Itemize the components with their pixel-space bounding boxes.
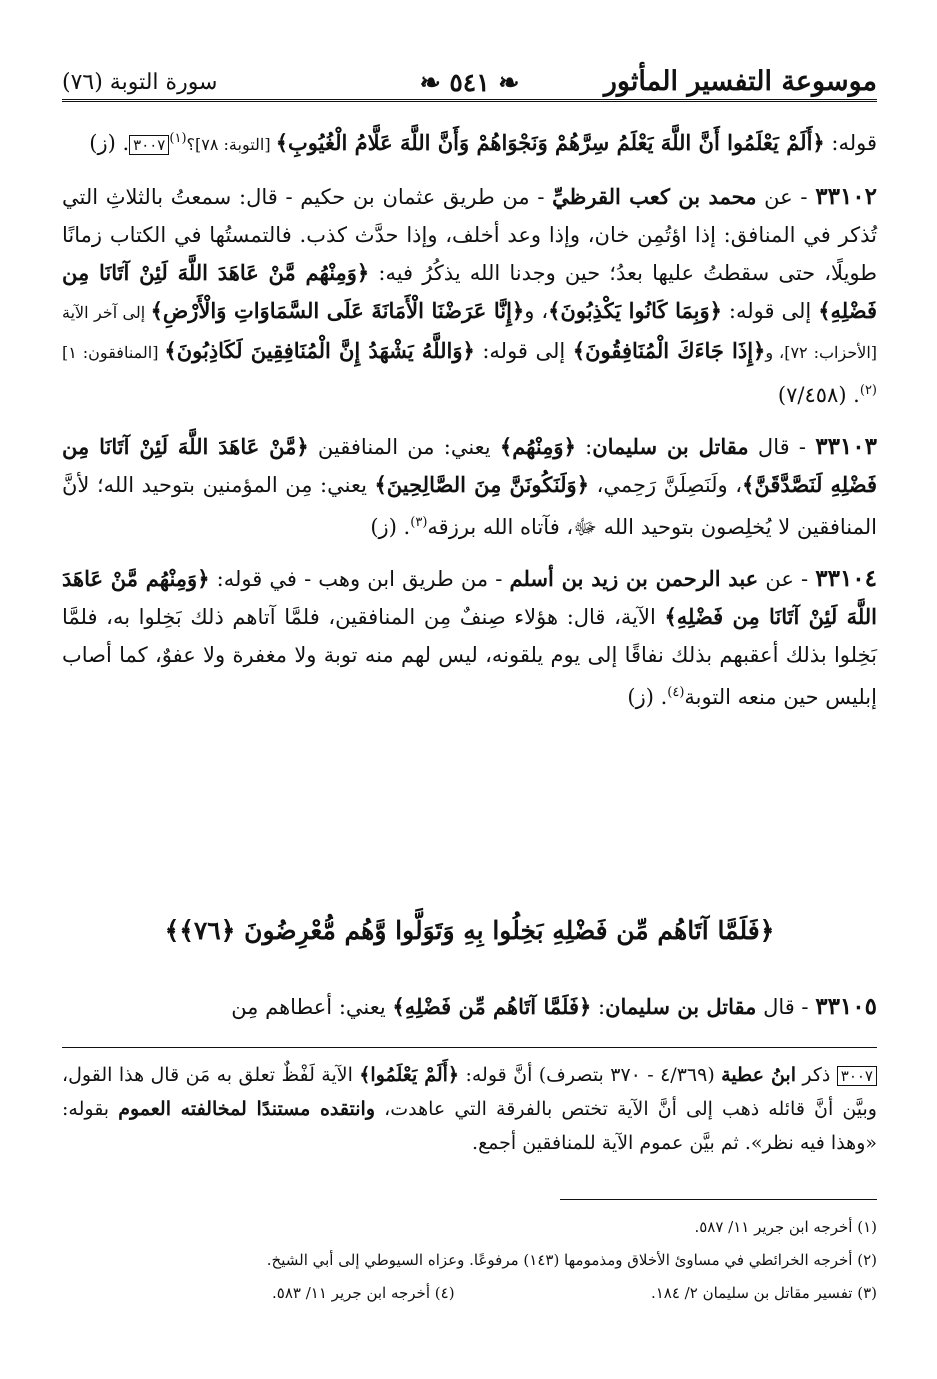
footnote-2: (٢) أخرجه الخرائطي في مساوئ الأخلاق ومذمومها (١٤٣) مرفوعًا. وعزاه السيوطي إلى أبي الشيخ.: [266, 1251, 877, 1269]
footnote-1: (١) أخرجه ابن جرير ١١/ ٥٨٧.: [694, 1218, 877, 1236]
footnote-row: [62, 1282, 877, 1304]
book-title: موسوعة التفسير المأثور: [603, 66, 877, 97]
quran-quote: ﴿أَلَمْ يَعْلَمُوا أَنَّ اللَّهَ يَعْلَمُ سِرَّهُمْ وَنَجْوَاهُمْ وَأَنَّ اللَّهَ عَلَّامُ الْغُيُوبِ﴾: [275, 130, 825, 155]
note-marker: ٣٠٠٧: [837, 1066, 877, 1086]
main-text: [62, 120, 877, 730]
footnotes-divider: [560, 1199, 877, 1200]
narration-33103: ٣٣١٠٣ - قال مقاتل بن سليمان: ﴿وَمِنْهُم﴾ يعني: من المنافقين ﴿مَّنْ عَاهَدَ اللَّهَ لَئِنْ آتَانَا مِن فَضْلِهِ لَنَصَّدَّقَنَّ﴾، ولَنَصِلَنَّ رَحِمي، ﴿وَلَنَكُونَنَّ مِنَ الصَّالِحِينَ﴾ يعني: مِن المؤمنين بتوحيد الله؛ لأنَّ المنافقين لا يُخلِصون بتوحيد الله ﷻ، فآتاه الله برزقه$^{(٣)}$. (ز): [62, 433, 877, 539]
narration-33102: ٣٣١٠٢ - عن محمد بن كعب القرظيِّ - من طريق عثمان بن حكيم - قال: سمعتُ بالثلاثِ التي تُذكر في المنافق: إذا اؤتُمِن خان، وإذا وعد أخلف، وإذا حدَّث كذب. فالتمستُها في الكتاب زمانًا طويلًا، حتى سقطتُ عليها بعدُ؛ حين وجدنا الله يذكُرُ فيه: ﴿وَمِنْهُم مَّنْ عَاهَدَ اللَّهَ لَئِنْ آتَانَا مِن فَضْلِهِ﴾ إلى قوله: ﴿وَبِمَا كَانُوا يَكْذِبُونَ﴾، و﴿إِنَّا عَرَضْنَا الْأَمَانَةَ عَلَى السَّمَاوَاتِ وَالْأَرْضِ﴾ إلى آخر الآية [الأحزاب: ٧٢]، و﴿إِذَا جَاءَكَ الْمُنَافِقُونَ﴾ إلى قوله: ﴿وَاللَّهُ يَشْهَدُ إِنَّ الْمُنَافِقِينَ لَكَاذِبُونَ﴾ [المنافقون: ١]$^{(٢)}$. (٧/٤٥٨): [62, 183, 878, 407]
notes-divider: [62, 1047, 877, 1048]
bold-phrase: وانتقده مستندًا لمخالفته العموم: [118, 1098, 375, 1120]
quran-quote: ﴿إِنَّا عَرَضْنَا الْأَمَانَةَ عَلَى السَّمَاوَاتِ وَالْأَرْضِ﴾: [150, 298, 525, 323]
footnote-4: (٤) أخرجه ابن جرير ١١/ ٥٨٣.: [272, 1284, 455, 1302]
quran-quote: ﴿وَلَنَكُونَنَّ مِنَ الصَّالِحِينَ﴾: [374, 472, 590, 497]
quran-quote: ﴿وَمِنْهُم﴾: [499, 434, 576, 459]
footnote-3: (٣) تفسير مقاتل بن سليمان ٢/ ١٨٤.: [650, 1284, 877, 1302]
surah-label: سورة التوبة (٧٦): [62, 70, 218, 95]
quran-quote: ﴿وَمِنْهُم مَّنْ عَاهَدَ اللَّهَ لَئِنْ آتَانَا مِن فَضْلِهِ﴾: [62, 260, 877, 323]
footnote-ref: (٢): [859, 383, 877, 398]
page-header: [62, 58, 877, 102]
narration-number: ٣٣١٠٢: [815, 183, 878, 210]
narration-number: ٣٣١٠٤: [815, 565, 878, 592]
quran-quote: ﴿وَمِنْهُم مَّنْ عَاهَدَ اللَّهَ لَئِنْ آتَانَا مِن فَضْلِهِ﴾: [62, 566, 878, 629]
paragraph-intro: قوله: ﴿أَلَمْ يَعْلَمُوا أَنَّ اللَّهَ يَعْلَمُ سِرَّهُمْ وَنَجْوَاهُمْ وَأَنَّ اللَّهَ عَلَّامُ الْغُيُوبِ﴾ [التوبة: ٧٨]؟$^{(١)}$٣٠٠٧. (ز): [89, 130, 877, 155]
narration-33105: ٣٣١٠٥ - قال مقاتل بن سليمان: ﴿فَلَمَّا آتَاهُم مِّن فَضْلِهِ﴾ يعني: أعطاهم مِن: [231, 993, 877, 1020]
narration-number: ٣٣١٠٣: [815, 433, 877, 460]
footnote-ref: (١): [169, 131, 187, 146]
note-marker: ٣٠٠٧: [129, 135, 169, 155]
narrator-name: مقاتل بن سليمان: [605, 994, 757, 1019]
quran-quote: ﴿أَلَمْ يَعْلَمُوا﴾: [359, 1064, 460, 1086]
verse-heading: ﴿فَلَمَّا آتَاهُم مِّن فَضْلِهِ بَخِلُوا بِهِ وَتَوَلَّوا وَّهُم مُّعْرِضُونَ ﴿٧٦﴾﴾: [164, 916, 775, 945]
quran-quote: ﴿وَبِمَا كَانُوا يَكْذِبُونَ﴾: [548, 298, 722, 323]
page-number: ❧ ٥٤١ ❧: [419, 68, 520, 97]
quran-quote: ﴿مَّنْ عَاهَدَ اللَّهَ لَئِنْ آتَانَا مِن فَضْلِهِ لَنَصَّدَّقَنَّ﴾: [62, 434, 877, 497]
narrator-name: مقاتل بن سليمان: [592, 434, 749, 459]
scholar-name: ابنُ عطية: [721, 1064, 796, 1086]
editor-note: ٣٠٠٧ ذكر ابنُ عطية (٤/٣٦٩ - ٣٧٠ بتصرف) أنَّ قوله: ﴿أَلَمْ يَعْلَمُوا﴾ الآية لَفْظٌ تعلق به مَن قال هذا القول، وبيَّن أنَّ قائله ذهب إلى أنَّ الآية تختص بالفرقة التي عاهدت، وانتقده مستندًا لمخالفته العموم بقوله: «وهذا فيه نظر». ثم بيَّن عموم الآية للمنافقين أجمع.: [62, 1064, 877, 1154]
footnote-ref: (٤): [667, 685, 685, 700]
quran-quote: ﴿إِذَا جَاءَكَ الْمُنَافِقُونَ﴾: [572, 338, 766, 363]
narration-33104: ٣٣١٠٤ - عن عبد الرحمن بن زيد بن أسلم - من طريق ابن وهب - في قوله: ﴿وَمِنْهُم مَّنْ عَاهَدَ اللَّهَ لَئِنْ آتَانَا مِن فَضْلِهِ﴾ الآية، قال: هؤلاء صِنفٌ مِن المنافقين، فلمَّا آتاهم ذلك بَخِلوا به، فلمَّا بَخِلوا بذلك أعقبهم بذلك نفاقًا إلى يوم يلقونه، ليس لهم منه توبة ولا مغفرة ولا عفوٌ، كما أصاب إبليس حين منعه التوبة$^{(٤)}$. (ز): [62, 565, 878, 709]
footnote-ref: (٣): [410, 515, 428, 530]
narrator-name: محمد بن كعب القرظيِّ: [552, 184, 757, 209]
narrator-name: عبد الرحمن بن زيد بن أسلم: [509, 566, 759, 591]
quran-quote: ﴿فَلَمَّا آتَاهُم مِّن فَضْلِهِ﴾: [392, 994, 592, 1019]
narration-number: ٣٣١٠٥: [815, 993, 877, 1020]
quran-quote: ﴿وَاللَّهُ يَشْهَدُ إِنَّ الْمُنَافِقِينَ لَكَاذِبُونَ﴾: [164, 338, 475, 363]
header-rule: [62, 99, 877, 102]
